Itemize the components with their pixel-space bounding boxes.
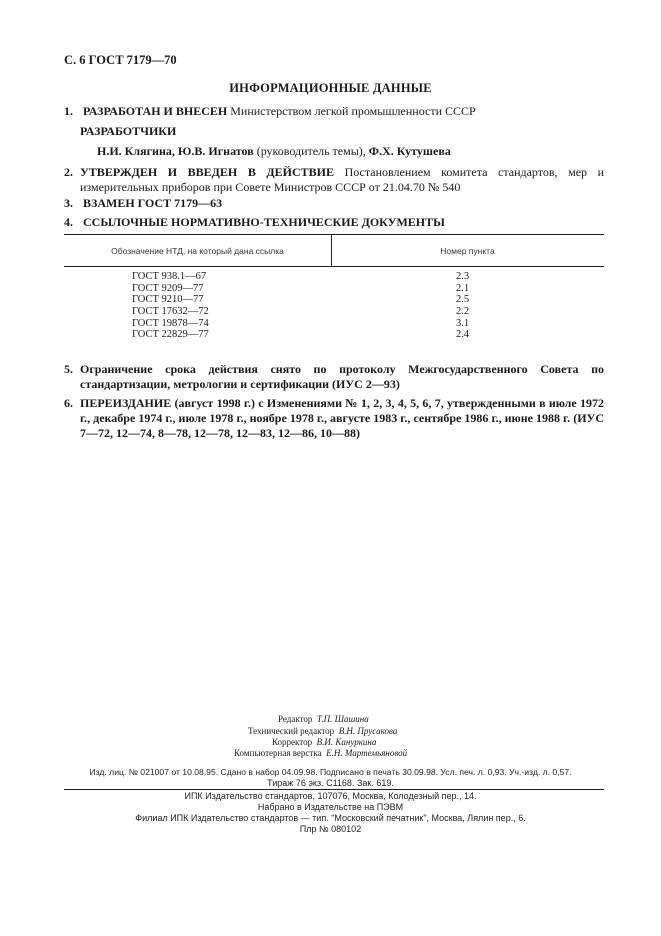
credit-layout-label: Компьютерная верстка xyxy=(234,748,322,758)
section-2-label: УТВЕРЖДЕН И ВВЕДЕН В ДЕЙСТВИЕ xyxy=(80,165,335,179)
table-row xyxy=(64,271,604,283)
section-6 xyxy=(64,396,604,441)
developer-2: Ю.В. Игнатов xyxy=(177,144,254,158)
table-header-item: Номер пункта xyxy=(440,246,495,256)
section-5-number: 5. xyxy=(64,362,73,376)
section-1-text: Министерством легкой промышленности СССР xyxy=(230,104,476,118)
credit-layout xyxy=(234,748,407,758)
imprint-line-3: ИПК Издательство стандартов, 107076, Москва, Колодезный пер., 14. xyxy=(184,791,477,801)
developer-1: Н.И. Клягина, xyxy=(97,144,175,158)
section-3-number: 3. xyxy=(64,196,73,210)
table-cell-item: 3.1 xyxy=(456,317,470,329)
table-row xyxy=(64,283,604,295)
section-6-text: (август 1998 г.) с Изменениями № 1, 2, 3, 4, 5, 6, 7, утвержденными в июле 1972 г., декабре 1974 г., июле 1978 г., ноябре 1978 г., августе 1983 г., сентябре 1986 г., июне 1988 г. (ИУС 7—72, 12—74, 8—78, 12—78, 12—83, 12—86, 10—88) xyxy=(80,396,604,440)
table-cell-document: ГОСТ 9210—77 xyxy=(132,294,204,306)
developer-2-role: (руководитель темы), xyxy=(256,144,366,158)
credit-corrector xyxy=(272,737,376,747)
table-cell-document: ГОСТ 22829—77 xyxy=(132,329,209,341)
section-2 xyxy=(64,165,604,195)
section-2-text: Постановлением комитета стандартов, мер и измерительных приборов при Совете Министров СССР от 21.04.70 № 540 xyxy=(80,165,605,194)
section-6-number: 6. xyxy=(64,396,73,410)
imprint-line-2: Тираж 76 экз. С1168. Зак. 619. xyxy=(267,778,394,788)
table-header-document: Обозначение НТД, на который дана ссылка xyxy=(111,246,284,256)
credit-tech-editor xyxy=(248,726,397,736)
section-5-text: Ограничение срока действия снято по протоколу Межгосударственного Совета по стандартизации, метрологии и сертификации (ИУС 2—93) xyxy=(80,362,604,391)
table-cell-item: 2.2 xyxy=(456,306,470,318)
imprint-line-5: Филиал ИПК Издательство стандартов — тип. "Московский печатник", Москва, Лялин пер., 6. xyxy=(135,813,526,823)
credit-editor-label: Редактор xyxy=(278,714,313,724)
section-4-text: ССЫЛОЧНЫЕ НОРМАТИВНО-ТЕХНИЧЕСКИЕ ДОКУМЕНТЫ xyxy=(83,215,445,229)
table-top-rule xyxy=(64,234,604,235)
table-cell-document: ГОСТ 17632—72 xyxy=(132,306,209,318)
credit-tech-editor-name: В.Н. Прусакова xyxy=(338,726,398,736)
section-1-number: 1. xyxy=(64,104,73,118)
table-cell-item: 2.4 xyxy=(456,329,470,341)
section-3 xyxy=(64,196,222,211)
imprint-rule xyxy=(64,789,604,790)
credit-tech-editor-label: Технический редактор xyxy=(248,726,335,736)
credit-editor xyxy=(278,714,369,724)
table-header-rule xyxy=(64,266,604,267)
section-2-number: 2. xyxy=(64,165,73,179)
credit-corrector-name: В.И. Кануркина xyxy=(316,737,377,747)
developer-3: Ф.Х. Кутушева xyxy=(368,144,451,158)
page-reference: С. 6 ГОСТ 7179—70 xyxy=(64,53,177,67)
section-3-text: ВЗАМЕН ГОСТ 7179—63 xyxy=(83,196,223,210)
table-cell-item: 2.1 xyxy=(456,282,470,294)
developers-list xyxy=(97,144,451,159)
table-row xyxy=(64,318,604,330)
imprint-line-1: Изд. лиц. № 021007 от 10.08.95. Сдано в набор 04.09.98. Подписано в печать 30.09.98. Усл. печ. л. 0,93. Уч.-изд. л. 0,57. xyxy=(89,767,572,777)
table-row xyxy=(64,294,604,306)
page-title: ИНФОРМАЦИОННЫЕ ДАННЫЕ xyxy=(229,81,432,95)
table-row xyxy=(64,306,604,318)
table-cell-document: ГОСТ 19878—74 xyxy=(132,317,209,329)
credit-corrector-label: Корректор xyxy=(272,737,313,747)
table-cell-document: ГОСТ 9209—77 xyxy=(132,282,204,294)
section-1-label: РАЗРАБОТАН И ВНЕСЕН xyxy=(83,104,228,118)
imprint-line-4: Набрано в Издательстве на ПЭВМ xyxy=(257,802,404,812)
credit-layout-name: Е.Н. Мартемьяновой xyxy=(326,748,408,758)
table-body xyxy=(64,271,604,341)
table-row xyxy=(64,329,604,341)
table-cell-document: ГОСТ 938.1—67 xyxy=(132,271,207,282)
section-5 xyxy=(64,362,604,392)
section-4 xyxy=(64,215,445,230)
section-1 xyxy=(64,104,476,119)
section-6-label: ПЕРЕИЗДАНИЕ xyxy=(80,396,172,410)
credit-editor-name: Т.П. Шашина xyxy=(316,714,369,724)
developers-label: РАЗРАБОТЧИКИ xyxy=(80,124,177,138)
table-cell-item: 2.3 xyxy=(456,271,470,282)
section-4-number: 4. xyxy=(64,215,73,229)
table-cell-item: 2.5 xyxy=(456,294,470,306)
imprint-line-6: Плр № 080102 xyxy=(299,824,362,834)
